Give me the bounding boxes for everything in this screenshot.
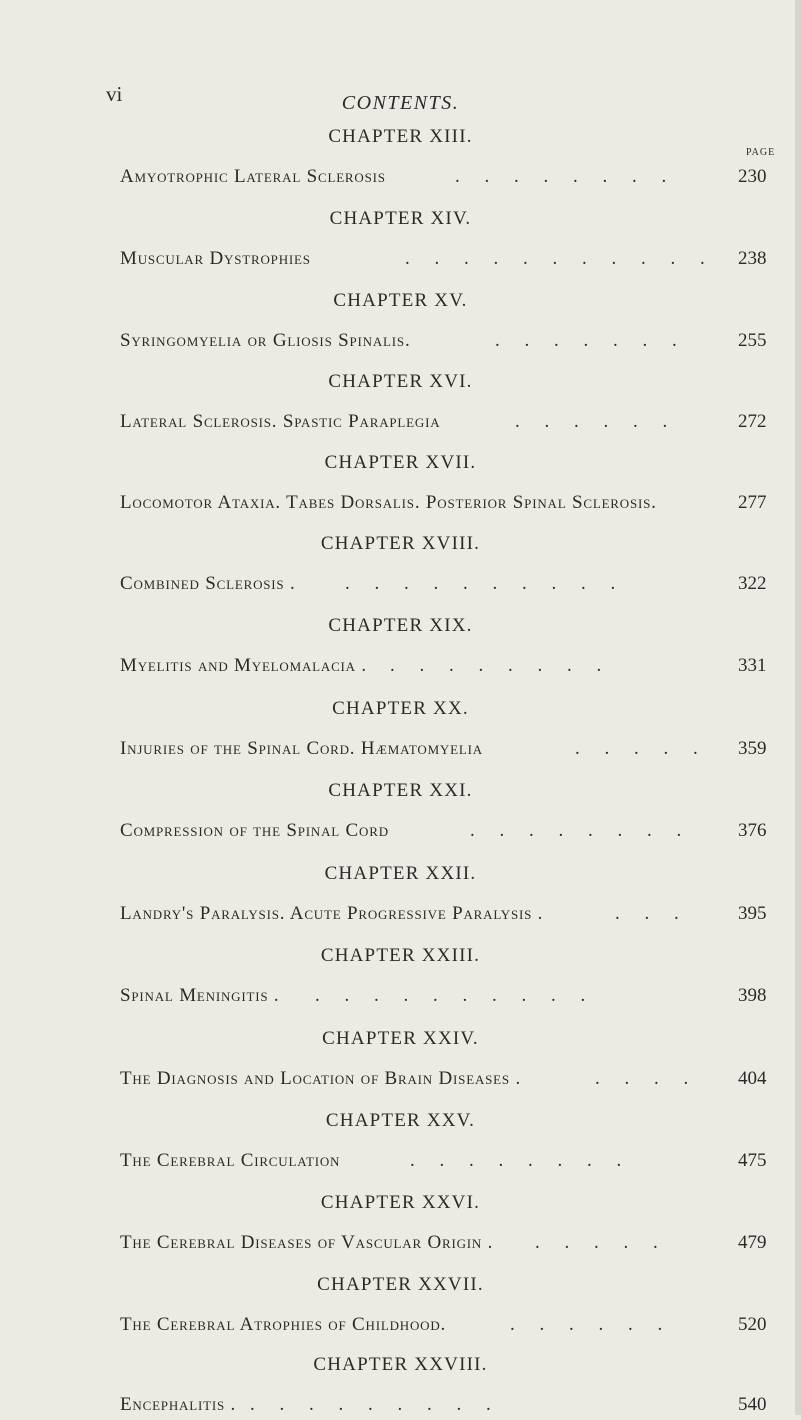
page-number-ref: 255 (738, 330, 767, 351)
leader-dots: . . . . . (535, 1232, 668, 1253)
contents-entry (0, 945, 801, 1011)
chapter-heading: CHAPTER XIV. (329, 208, 472, 229)
chapter-title: Encephalitis . (120, 1394, 237, 1415)
leader-dots: . . . . . . . . (410, 1150, 632, 1171)
contents-entry (0, 371, 801, 437)
contents-entry (0, 1354, 801, 1420)
chapter-title: Lateral Sclerosis. Spastic Paraplegia (120, 411, 441, 432)
entry-row (0, 1314, 801, 1340)
contents-entry (0, 615, 801, 681)
page-number: vi (106, 82, 123, 106)
chapter-title: Combined Sclerosis . (120, 573, 296, 594)
chapter-heading: CHAPTER XXVI. (320, 1192, 481, 1213)
contents-entry (0, 863, 801, 929)
entry-row (0, 903, 801, 929)
page-number-ref: 540 (738, 1394, 767, 1415)
chapter-title: The Cerebral Diseases of Vascular Origin . (120, 1232, 494, 1253)
entry-row (0, 1150, 801, 1176)
page-number-ref: 322 (738, 573, 767, 594)
chapter-heading: CHAPTER XXV. (325, 1110, 476, 1131)
chapter-title: The Diagnosis and Location of Brain Diseases . (120, 1068, 522, 1089)
chapter-heading: CHAPTER XX. (332, 698, 469, 719)
entry-row (0, 1068, 801, 1094)
entry-row (0, 248, 801, 274)
chapter-title: Spinal Meningitis . (120, 985, 280, 1006)
contents-entry (0, 1110, 801, 1176)
contents-entry (0, 208, 801, 274)
chapter-title: The Cerebral Circulation (120, 1150, 341, 1171)
entry-row (0, 820, 801, 846)
contents-entry (0, 698, 801, 764)
leader-dots: . . . . . . (515, 411, 678, 432)
chapter-title: The Cerebral Atrophies of Childhood. (120, 1314, 447, 1335)
contents-entry (0, 533, 801, 599)
page-number-ref: 475 (738, 1150, 767, 1171)
chapter-heading: CHAPTER XVIII. (320, 533, 481, 554)
leader-dots: . . . . . . . . (455, 166, 677, 187)
chapter-heading: CHAPTER XXIV. (322, 1028, 479, 1049)
leader-dots: . . . . . . (510, 1314, 673, 1335)
chapter-heading: CHAPTER XXVIII. (313, 1354, 488, 1375)
entry-row (0, 1394, 801, 1420)
entry-row (0, 411, 801, 437)
chapter-heading: CHAPTER XXII. (324, 863, 477, 884)
contents-entry (0, 1274, 801, 1340)
chapter-title: Locomotor Ataxia. Tabes Dorsalis. Posterior Spinal Sclerosis. (120, 492, 657, 513)
contents-entry (0, 1028, 801, 1094)
leader-dots: . . . . . . . . . . . (405, 248, 715, 269)
contents-entry (0, 780, 801, 846)
leader-dots: . . . . . . . (495, 330, 687, 351)
page-column-label: PAGE (746, 147, 776, 158)
entry-row (0, 738, 801, 764)
chapter-title: Injuries of the Spinal Cord. Hæmatomyelia (120, 738, 483, 759)
chapter-title: Myelitis and Myelomalacia . (120, 655, 367, 676)
entry-row (0, 655, 801, 681)
chapter-heading: CHAPTER XXIII. (320, 945, 481, 966)
entry-row (0, 330, 801, 356)
chapter-heading: CHAPTER XIX. (328, 615, 473, 636)
leader-dots: . . . . . . . . (390, 655, 612, 676)
running-title: CONTENTS. (341, 92, 460, 114)
chapter-title: Landry's Paralysis. Acute Progressive Paralysis . (120, 903, 544, 924)
leader-dots: . . . . . . . . . (250, 1394, 501, 1415)
page-number-ref: 230 (738, 166, 767, 187)
leader-dots: . . . . . . . . . . (345, 573, 626, 594)
contents-entry (0, 1192, 801, 1258)
entry-row (0, 492, 801, 518)
entry-row (0, 985, 801, 1011)
leader-dots: . . . . . . . . . . (315, 985, 596, 1006)
chapter-title: Amyotrophic Lateral Sclerosis (120, 166, 386, 187)
page-number-ref: 272 (738, 411, 767, 432)
leader-dots: . . . . (595, 1068, 699, 1089)
contents-entry (0, 290, 801, 356)
page-number-ref: 238 (738, 248, 767, 269)
entry-row (0, 166, 801, 192)
chapter-title: Muscular Dystrophies (120, 248, 311, 269)
leader-dots: . . . . . (575, 738, 708, 759)
page-number-ref: 376 (738, 820, 767, 841)
page-number-ref: 277 (738, 492, 767, 513)
chapter-title: Compression of the Spinal Cord (120, 820, 389, 841)
chapter-heading: CHAPTER XXI. (328, 780, 473, 801)
page-number-ref: 359 (738, 738, 767, 759)
contents-entry (0, 126, 801, 192)
page-number-ref: 395 (738, 903, 767, 924)
page-number-ref: 398 (738, 985, 767, 1006)
chapter-title: Syringomyelia or Gliosis Spinalis. (120, 330, 411, 351)
chapter-heading: CHAPTER XXVII. (317, 1274, 484, 1295)
chapter-heading: CHAPTER XIII. (328, 126, 473, 147)
page-number-ref: 404 (738, 1068, 767, 1089)
entry-row (0, 573, 801, 599)
contents-entry (0, 452, 801, 518)
chapter-heading: CHAPTER XV. (333, 290, 468, 311)
page-number-ref: 331 (738, 655, 767, 676)
page-number-ref: 520 (738, 1314, 767, 1335)
chapter-heading: CHAPTER XVI. (328, 371, 473, 392)
chapter-heading: CHAPTER XVII. (324, 452, 477, 473)
entry-row (0, 1232, 801, 1258)
leader-dots: . . . . . . . . (470, 820, 692, 841)
page-number-ref: 479 (738, 1232, 767, 1253)
leader-dots: . . . (615, 903, 689, 924)
